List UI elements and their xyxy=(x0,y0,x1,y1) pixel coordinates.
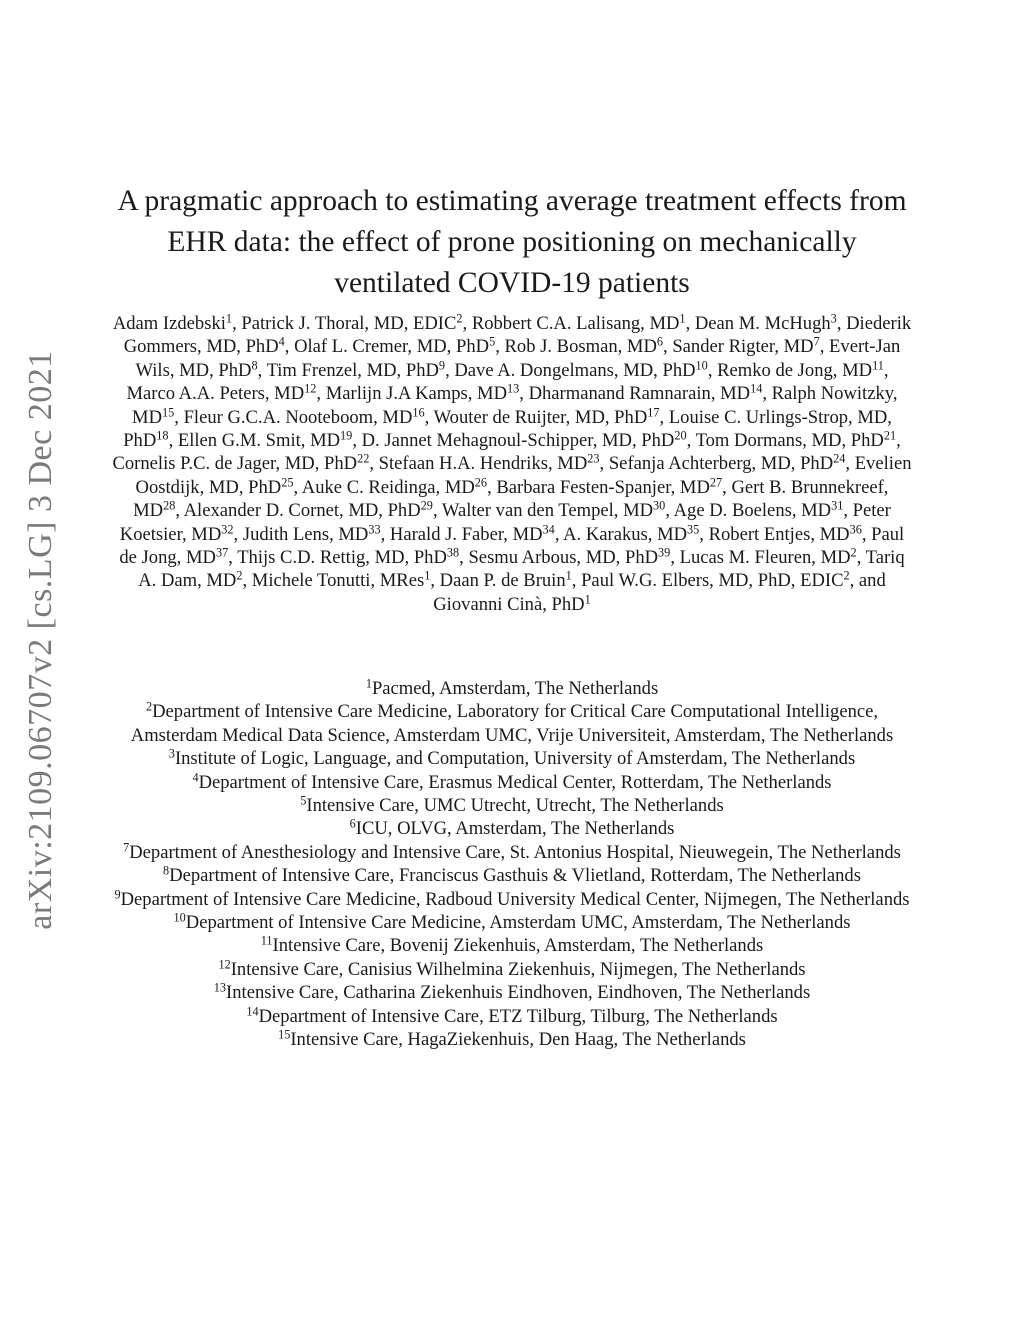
affiliation-item xyxy=(112,700,912,747)
author-affiliation-marker: 2 xyxy=(850,545,857,560)
author-entry xyxy=(237,547,459,568)
author-affiliation-marker: 17 xyxy=(647,404,660,419)
author-affiliation-marker: 38 xyxy=(446,545,460,560)
affiliation-item xyxy=(112,677,912,700)
author-affiliation-marker: 22 xyxy=(357,451,370,466)
author-name: Judith Lens, MD xyxy=(242,523,369,545)
affiliation-item xyxy=(112,911,912,934)
author-name: Ellen G.M. Smit, MD xyxy=(177,430,341,452)
author-list xyxy=(112,312,912,616)
author-affiliation-marker: 23 xyxy=(587,451,600,466)
author-name: Daan P. de Bruin xyxy=(439,570,566,592)
author-name: Robert Entjes, MD xyxy=(708,523,850,545)
author-separator: , xyxy=(554,523,564,545)
author-entry xyxy=(496,477,722,498)
author-separator: , xyxy=(432,500,442,522)
author-name: Dean M. McHugh xyxy=(694,313,831,334)
author-separator: , xyxy=(445,359,455,381)
affiliation-item xyxy=(112,1005,912,1028)
author-separator: , xyxy=(670,547,680,569)
arxiv-identifier-stamp: arXiv:2109.06707v2 [cs.LG] 3 Dec 2021 xyxy=(22,350,59,930)
author-separator: , xyxy=(459,547,469,569)
affiliation-marker: 4 xyxy=(192,769,199,784)
affiliation-marker: 1 xyxy=(365,676,372,691)
author-affiliation-marker: 1 xyxy=(225,311,233,326)
author-affiliation-marker: 16 xyxy=(412,404,425,419)
affiliation-text: Department of Intensive Care Medicine, Amsterdam UMC, Amsterdam, The Netherlands xyxy=(185,912,851,934)
author-entry xyxy=(127,383,317,404)
author-entry xyxy=(242,521,381,545)
author-entry xyxy=(302,477,487,498)
affiliation-text: Department of Intensive Care Medicine, Radboud University Medical Center, Nijmegen, The Netherlands xyxy=(120,888,910,910)
author-name: Walter van den Tempel, MD xyxy=(441,500,654,522)
affiliation-text: Intensive Care, Canisius Wilhelmina Ziekenhuis, Nijmegen, The Netherlands xyxy=(230,958,806,980)
affiliation-text: Intensive Care, HagaZiekenhuis, Den Haag, The Netherlands xyxy=(290,1029,746,1051)
author-affiliation-marker: 19 xyxy=(340,428,353,443)
author-affiliation-marker: 9 xyxy=(438,358,446,373)
author-separator: , xyxy=(686,430,696,452)
author-entry xyxy=(468,547,670,568)
author-affiliation-marker: 39 xyxy=(658,545,671,560)
affiliation-text: ICU, OLVG, Amsterdam, The Netherlands xyxy=(355,818,675,840)
author-affiliation-marker: 8 xyxy=(251,358,258,373)
author-entry xyxy=(695,313,837,334)
author-separator: , xyxy=(599,453,609,475)
author-entry xyxy=(183,404,425,428)
author-name: Thijs C.D. Rettig, MD, PhD xyxy=(237,547,447,569)
author-entry xyxy=(717,360,884,381)
author-entry xyxy=(454,360,707,381)
affiliation-item xyxy=(112,981,912,1004)
author-affiliation-marker: 10 xyxy=(695,358,708,373)
author-name: Evelien Oostdijk, MD, PhD xyxy=(135,453,912,498)
affiliation-item xyxy=(112,771,912,794)
author-name: Rob J. Bosman, MD xyxy=(504,336,657,358)
affiliation-marker: 7 xyxy=(123,840,130,855)
author-entry xyxy=(294,336,495,357)
author-entry xyxy=(252,570,431,591)
author-separator: , xyxy=(380,523,390,545)
affiliation-marker: 11 xyxy=(260,933,273,948)
affiliation-text: Pacmed, Amsterdam, The Netherlands xyxy=(371,678,659,699)
author-entry xyxy=(672,336,819,357)
author-affiliation-marker: 14 xyxy=(750,381,763,396)
author-affiliation-marker: 1 xyxy=(679,311,686,326)
author-affiliation-marker: 20 xyxy=(674,428,687,443)
author-affiliation-marker: 7 xyxy=(813,334,820,349)
author-separator: , xyxy=(663,336,673,358)
author-final-separator: , and xyxy=(849,570,886,592)
author-affiliation-marker: 30 xyxy=(653,498,666,513)
author-affiliation-marker: 3 xyxy=(830,311,837,326)
affiliation-text: Institute of Logic, Language, and Computation, University of Amsterdam, The Netherlands xyxy=(174,748,856,770)
affiliation-text: Department of Intensive Care, Franciscus Gasthuis & Vlietland, Rotterdam, The Netherlands xyxy=(169,865,861,887)
author-separator: , xyxy=(462,313,472,334)
author-entry xyxy=(433,404,660,428)
author-entry xyxy=(680,547,857,568)
author-separator: , xyxy=(257,359,267,381)
author-name: Ralph Nowitzky, MD xyxy=(132,383,898,428)
author-separator: , xyxy=(707,359,718,381)
author-name: A. Karakus, MD xyxy=(563,523,688,545)
author-affiliation-marker: 31 xyxy=(831,498,844,513)
author-entry xyxy=(178,430,352,451)
author-separator: , xyxy=(896,430,901,452)
author-separator: , xyxy=(352,430,362,452)
author-affiliation-marker: 12 xyxy=(304,381,317,396)
affiliation-item xyxy=(112,747,912,770)
affiliation-marker: 13 xyxy=(213,980,227,995)
author-separator: , xyxy=(369,453,379,475)
author-separator: , xyxy=(659,406,669,428)
author-entry xyxy=(440,570,572,591)
author-separator: , xyxy=(843,500,853,522)
affiliation-text: Intensive Care, Bovenij Ziekenhuis, Amsterdam, The Netherlands xyxy=(272,935,764,957)
author-entry xyxy=(529,383,763,404)
affiliation-text: Intensive Care, Catharina Ziekenhuis Eindhoven, Eindhoven, The Netherlands xyxy=(226,982,811,1004)
author-separator: , xyxy=(819,336,830,358)
author-separator: , xyxy=(430,570,440,592)
author-name: Robbert C.A. Lalisang, MD xyxy=(471,313,680,334)
author-separator: , xyxy=(175,500,184,522)
author-separator: , xyxy=(519,383,529,405)
author-name: Paul W.G. Elbers, MD, PhD, EDIC xyxy=(581,570,844,592)
author-entry xyxy=(609,453,846,474)
affiliation-marker: 2 xyxy=(145,699,153,714)
author-affiliation-marker: 1 xyxy=(565,568,572,583)
author-name: Tom Dormans, MD, PhD xyxy=(695,430,884,452)
author-name: Giovanni Cinà, PhD xyxy=(433,593,585,615)
author-affiliation-marker: 4 xyxy=(278,334,285,349)
author-separator: , xyxy=(836,313,847,334)
author-affiliation-marker: 13 xyxy=(507,381,520,396)
affiliation-text: Department of Anesthesiology and Intensive Care, St. Antonius Hospital, Nieuwegein, The Netherlands xyxy=(129,841,901,863)
author-separator: , xyxy=(487,476,497,498)
author-name: Diederik Gommers, MD, PhD xyxy=(123,313,912,358)
author-name: Patrick J. Thoral, MD, EDIC xyxy=(241,313,457,334)
author-name: Harald J. Faber, MD xyxy=(389,523,543,545)
author-name: Marlijn J.A Kamps, MD xyxy=(325,383,508,405)
author-name: Louise C. Urlings-Strop, MD, PhD xyxy=(123,406,892,452)
author-entry xyxy=(563,521,700,545)
author-separator: , xyxy=(316,383,326,405)
author-separator: , xyxy=(233,523,243,545)
author-affiliation-marker: 35 xyxy=(687,521,700,536)
author-entry xyxy=(505,336,664,357)
author-separator: , xyxy=(861,523,872,545)
author-separator: , xyxy=(228,547,238,569)
author-separator: , xyxy=(284,336,295,358)
author-name: Adam Izdebski xyxy=(112,313,226,334)
affiliation-item xyxy=(112,817,912,840)
author-name: Evert-Jan Wils, MD, PhD xyxy=(135,336,901,381)
affiliation-item xyxy=(112,934,912,957)
author-entry xyxy=(241,313,462,334)
author-separator: , xyxy=(232,313,242,334)
affiliation-marker: 9 xyxy=(114,886,121,901)
author-separator: , xyxy=(495,336,505,358)
author-name: D. Jannet Mehagnoul-Schipper, MD, PhD xyxy=(361,430,675,452)
affiliation-list xyxy=(112,677,912,1052)
author-separator: , xyxy=(699,523,709,545)
author-name: Marco A.A. Peters, MD xyxy=(126,383,305,405)
author-entry xyxy=(442,500,665,521)
author-affiliation-marker: 6 xyxy=(656,334,664,349)
author-name: Age D. Boelens, MD xyxy=(673,500,832,522)
affiliation-text: Department of Intensive Care, ETZ Tilburg, Tilburg, The Netherlands xyxy=(258,1005,778,1027)
author-affiliation-marker: 37 xyxy=(215,545,229,560)
author-affiliation-marker: 33 xyxy=(368,521,381,536)
author-entry xyxy=(472,313,686,334)
affiliation-item xyxy=(112,864,912,887)
author-name: Fleur G.C.A. Nooteboom, MD xyxy=(183,406,413,428)
author-affiliation-marker: 32 xyxy=(221,521,234,536)
author-separator: , xyxy=(883,359,889,381)
affiliation-item xyxy=(112,958,912,981)
affiliation-marker: 10 xyxy=(173,910,186,925)
paper-title: A pragmatic approach to estimating average treatment effects from EHR data: the effect of prone positioning on mechanically ventilated COVID-19 patients xyxy=(117,185,907,299)
author-affiliation-marker: 24 xyxy=(833,451,846,466)
author-name: Sesmu Arbous, MD, PhD xyxy=(468,547,659,569)
author-entry xyxy=(433,594,590,615)
author-affiliation-marker: 5 xyxy=(489,334,496,349)
author-separator: , xyxy=(571,570,582,592)
affiliation-text: Intensive Care, UMC Utrecht, Utrecht, The Netherlands xyxy=(306,795,724,817)
author-name: Sefanja Achterberg, MD, PhD xyxy=(608,453,834,475)
author-entry xyxy=(362,430,687,451)
author-name: Cornelis P.C. de Jager, MD, PhD xyxy=(112,453,358,475)
author-entry xyxy=(267,360,446,381)
author-affiliation-marker: 34 xyxy=(542,521,555,536)
affiliation-item xyxy=(112,841,912,864)
author-affiliation-marker: 2 xyxy=(843,568,850,583)
author-entry xyxy=(326,383,520,404)
author-name: Wouter de Ruijter, MD, PhD xyxy=(433,406,648,428)
author-affiliation-marker: 36 xyxy=(849,521,862,536)
author-affiliation-marker: 2 xyxy=(236,568,243,583)
author-affiliation-marker: 18 xyxy=(156,428,169,443)
author-entry xyxy=(113,313,232,334)
author-separator: , xyxy=(685,313,695,334)
affiliation-marker: 8 xyxy=(163,863,170,878)
author-entry xyxy=(184,500,433,521)
author-entry xyxy=(708,521,862,545)
affiliation-marker: 12 xyxy=(218,957,231,972)
author-entry xyxy=(581,570,850,591)
author-name: Dharmanand Ramnarain, MD xyxy=(528,383,751,405)
author-entry xyxy=(696,430,897,451)
affiliation-text: Department of Intensive Care Medicine, Laboratory for Critical Care Computational Intelligence, Amsterdam Medical Data Science, Amsterdam UMC, Vrije Universiteit, Amsterdam, The Netherlands xyxy=(130,701,894,746)
affiliation-marker: 15 xyxy=(278,1027,291,1042)
author-name: Tariq A. Dam, MD xyxy=(138,547,905,592)
affiliation-item xyxy=(112,1028,912,1051)
affiliation-marker: 3 xyxy=(168,746,175,761)
author-affiliation-marker: 21 xyxy=(883,428,897,443)
author-name: Gert B. Brunnekreef, MD xyxy=(133,476,889,522)
author-affiliation-marker: 25 xyxy=(281,475,294,490)
affiliation-item xyxy=(112,888,912,911)
author-name: Sander Rigter, MD xyxy=(672,336,814,358)
affiliation-marker: 5 xyxy=(300,793,307,808)
author-separator: , xyxy=(168,430,178,452)
author-name: Stefaan H.A. Hendriks, MD xyxy=(378,453,588,475)
author-affiliation-marker: 11 xyxy=(872,358,884,373)
author-name: Lucas M. Fleuren, MD xyxy=(679,547,851,569)
author-name: Tim Frenzel, MD, PhD xyxy=(266,359,439,381)
author-separator: , xyxy=(856,547,866,569)
author-affiliation-marker: 28 xyxy=(163,498,176,513)
author-separator: , xyxy=(665,500,674,522)
author-entry xyxy=(674,500,844,521)
author-name: Dave A. Dongelmans, MD, PhD xyxy=(454,359,696,381)
author-name: Peter Koetsier, MD xyxy=(119,500,891,545)
affiliation-text: Department of Intensive Care, Erasmus Medical Center, Rotterdam, The Netherlands xyxy=(198,771,832,793)
author-separator: , xyxy=(174,406,184,428)
author-affiliation-marker: 15 xyxy=(162,404,175,419)
author-affiliation-marker: 26 xyxy=(474,475,488,490)
affiliation-marker: 14 xyxy=(246,1003,259,1018)
author-separator: , xyxy=(845,453,855,475)
author-name: Michele Tonutti, MRes xyxy=(251,570,425,592)
author-name: Paul de Jong, MD xyxy=(119,523,905,569)
author-entry xyxy=(379,453,600,474)
author-affiliation-marker: 2 xyxy=(456,311,463,326)
author-name: Barbara Festen-Spanjer, MD xyxy=(496,476,710,498)
author-name: Auke C. Reidinga, MD xyxy=(301,476,475,498)
author-separator: , xyxy=(424,406,434,428)
author-affiliation-marker: 29 xyxy=(420,498,433,513)
author-separator: , xyxy=(293,476,302,498)
author-name: Remko de Jong, MD xyxy=(717,359,873,381)
author-separator: , xyxy=(762,383,772,405)
affiliation-marker: 6 xyxy=(349,816,356,831)
author-affiliation-marker: 1 xyxy=(424,568,431,583)
author-entry xyxy=(112,453,369,474)
author-affiliation-marker: 27 xyxy=(709,475,723,490)
author-separator: , xyxy=(242,570,252,592)
author-separator: , xyxy=(722,476,732,498)
author-name: Olaf L. Cremer, MD, PhD xyxy=(294,336,490,358)
author-entry xyxy=(389,521,555,545)
affiliation-item xyxy=(112,794,912,817)
author-name: Alexander D. Cornet, MD, PhD xyxy=(183,500,421,522)
author-affiliation-marker: 1 xyxy=(584,592,591,607)
